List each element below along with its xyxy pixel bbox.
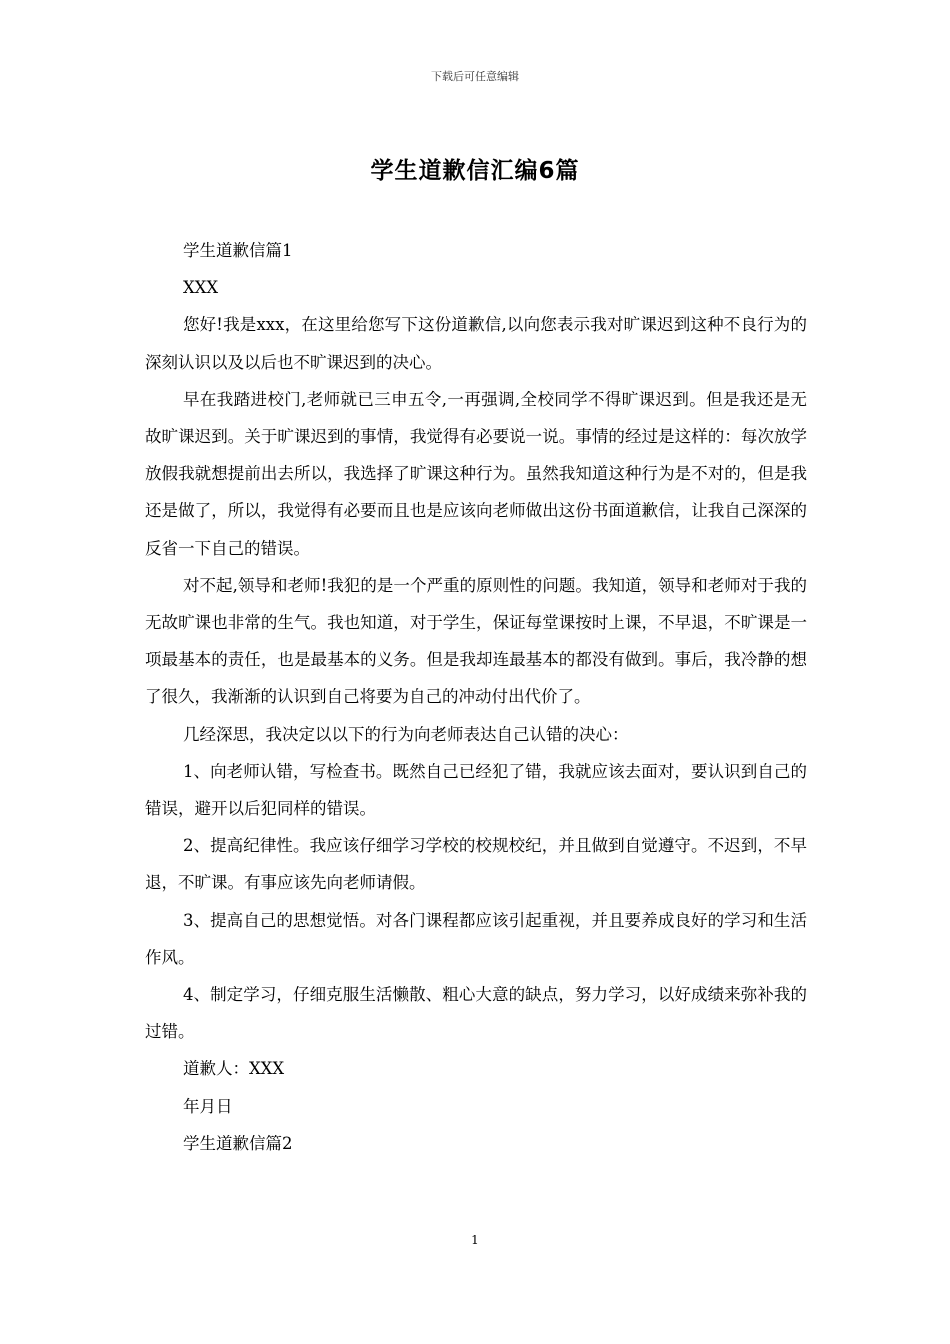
list-item: 3、提高自己的思想觉悟。对各门课程都应该引起重视，并且要养成良好的学习和生活作风。 bbox=[145, 910, 807, 967]
date-line: 年月日 bbox=[182, 1096, 233, 1116]
document-title: 学生道歉信汇编6篇 bbox=[370, 158, 580, 184]
document-body bbox=[145, 232, 807, 1162]
paragraph: 您好!我是xxx，在这里给您写下这份道歉信,以向您表示我对旷课迟到这种不良行为的深刻认识以及以后也不旷课迟到的决心。 bbox=[145, 315, 807, 372]
section-heading-1: 学生道歉信篇1 bbox=[182, 241, 293, 260]
page-number: 1 bbox=[471, 1233, 479, 1247]
paragraph: 几经深思，我决定以以下的行为向老师表达自己认错的决心： bbox=[182, 724, 629, 744]
list-item: 1、向老师认错，写检查书。既然自己已经犯了错，我就应该去面对，要认识到自己的错误，避开以后犯同样的错误。 bbox=[145, 761, 807, 819]
salutation: XXX bbox=[182, 278, 219, 298]
section-heading-2: 学生道歉信篇2 bbox=[182, 1133, 293, 1153]
list-item: 2、提高纪律性。我应该仔细学习学校的校规校纪，并且做到自觉遵守。不迟到，不早退，不旷课。有事应该先向老师请假。 bbox=[145, 836, 807, 893]
paragraph: 早在我踏进校门,老师就已三申五令,一再强调,全校同学不得旷课迟到。但是我还是无故旷课迟到。关于旷课迟到的事情，我觉得有必要说一说。事情的经过是这样的：每次放学放假我就想提前出去所以，我选择了旷课这种行为。虽然我知道这种行为是不对的，但是我还是做了，所以，我觉得有必要而且也是应该向老师做出这份书面道歉信，让我自己深深的反省一下自己的错误。 bbox=[145, 389, 807, 558]
list-item: 4、制定学习，仔细克服生活懒散、粗心大意的缺点，努力学习，以好成绩来弥补我的过错。 bbox=[145, 985, 807, 1042]
paragraph: 对不起,领导和老师!我犯的是一个严重的原则性的问题。我知道，领导和老师对于我的无故旷课也非常的生气。我也知道，对于学生，保证每堂课按时上课，不早退，不旷课是一项最基本的责任，也是最基本的义务。但是我却连最基本的都没有做到。事后，我冷静的想了很久，我渐渐的认识到自己将要为自己的冲动付出代价了。 bbox=[145, 575, 807, 707]
page-header-note: 下载后可任意编辑 bbox=[431, 70, 519, 83]
signature-line: 道歉人：XXX bbox=[182, 1059, 285, 1079]
